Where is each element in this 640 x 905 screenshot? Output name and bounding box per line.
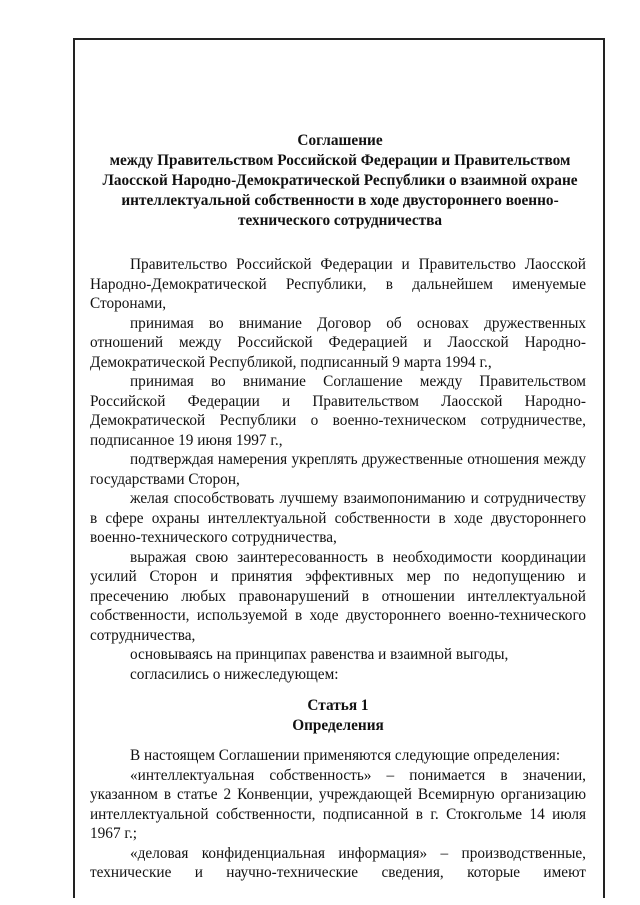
article-number: Статья 1 — [307, 697, 369, 714]
preamble-paragraph: принимая во внимание Соглашение между Правительством Российской Федерации и Правительством Лаосской Народно-Демократической Республики о военно-техническом сотрудничестве, подписанное 19 июня 1997 г., — [90, 373, 586, 449]
article-paragraph: «деловая конфиденциальная информация» – производственные, технические и научно-технические сведения, которые имеют — [90, 844, 586, 881]
title-line: технического сотрудничества — [237, 212, 443, 229]
preamble-paragraph: подтверждая намерения укреплять дружественные отношения между государствами Сторон, — [90, 451, 586, 488]
title-line: Лаосской Народно-Демократической Республики о взаимной охране — [102, 172, 578, 189]
preamble-paragraph: согласились о нижеследующем: — [130, 665, 339, 683]
preamble-paragraph: основываясь на принципах равенства и взаимной выгоды, — [130, 646, 509, 663]
title-line: интеллектуальной собственности в ходе двустороннего военно- — [121, 192, 559, 209]
preamble-paragraph: Правительство Российской Федерации и Правительство Лаосской Народно-Демократической Республики, в дальнейшем именуемые Сторонами, — [90, 256, 586, 312]
preamble-paragraph: выражая свою заинтересованность в необходимости координации усилий Сторон и принятия эффективных мер по недопущению и пресечению любых правонарушений в отношении интеллектуальной собственности, используемой в ходе двустороннего военно-технического сотрудничества, — [90, 548, 586, 644]
preamble-paragraph: принимая во внимание Договор об основах дружественных отношений между Российской Федерацией и Лаосской Народно-Демократической Республикой, подписанный 9 марта 1994 г., — [90, 314, 586, 371]
article-paragraph: В настоящем Соглашении применяются следующие определения: — [130, 747, 561, 764]
article-title: Определения — [292, 717, 384, 734]
document-body — [90, 255, 586, 883]
title-line: Соглашение — [297, 132, 383, 149]
preamble-paragraph: желая способствовать лучшему взаимопониманию и сотрудничеству в сфере охраны интеллектуальной собственности в ходе двустороннего военно-технического сотрудничества, — [90, 490, 586, 546]
article-heading — [90, 696, 586, 736]
title-line: между Правительством Российской Федерации и Правительством — [109, 152, 571, 169]
document-title — [90, 131, 590, 231]
article-paragraph: «интеллектуальная собственность» – понимается в значении, указанном в статье 2 Конвенции, учреждающей Всемирную организацию интеллектуальной собственности, подписанной в г. Стокгольме 14 июля 1967 г.; — [90, 766, 586, 842]
